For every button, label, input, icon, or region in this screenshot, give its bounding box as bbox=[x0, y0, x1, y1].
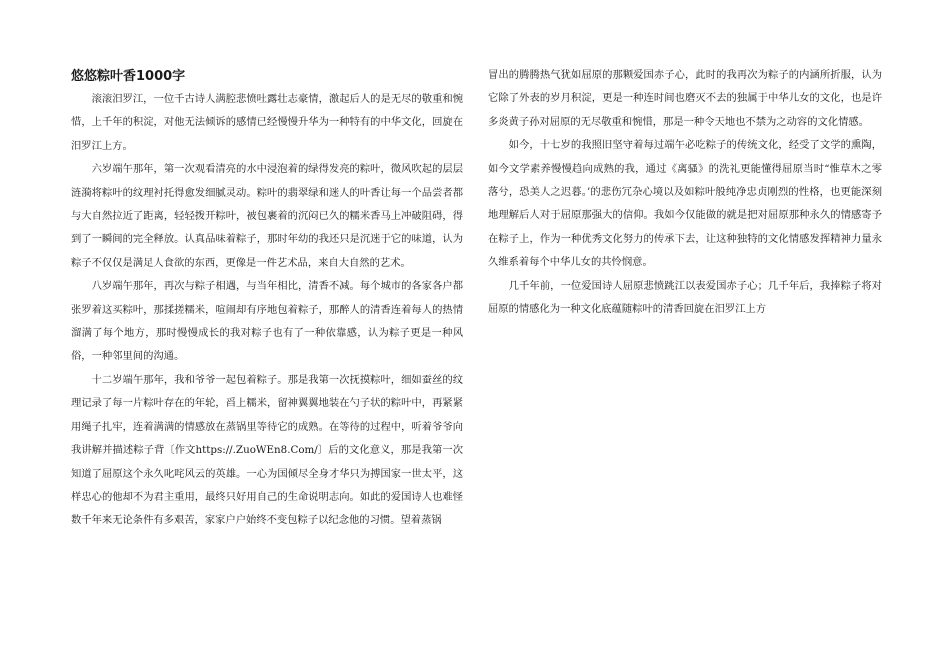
paragraph: 几千年前，一位爱国诗人屈原悲愤跳江以表爱国赤子心；几千年后，我捧粽子将对屈原的情感化为一种文化底蕴随粽叶的清香回旋在汨罗江上方 bbox=[488, 279, 882, 316]
paragraph: 如今，十七岁的我照旧坚守着每过端午必吃粽子的传统文化，经受了文学的熏陶，如今文学素养慢慢趋向成熟的我，通过《离骚》的洗礼更能懂得屈原当时“惟草木之零落兮，恐美人之迟暮。’的悲伤冗杂心境以及如粽叶般纯净忠贞刚烈的性格，也更能深刻地理解后人对于屈原那强大的信仰。我如今仅能做的就是把对屈原那种永久的情感寄予在粽子上，作为一种优秀文化努力的传承下去，让这种独特的文化情感发挥精神力量永久维系着每个中华儿女的共怜悯意。 bbox=[488, 139, 882, 269]
paragraph: 八岁端午那年，再次与粽子相遇，与当年相比，清香不减。每个城市的各家各户都张罗着这买粽叶，那揉搓糯米，喧闹却有序地包着粽子，那醉人的清香连着每人的热情溜满了每个地方，那时慢慢成长的我对粽子也有了一种依靠感，认为粽子更是一种风俗，一种邻里间的沟通。 bbox=[71, 280, 463, 363]
left-column bbox=[71, 62, 463, 533]
paragraph: 十二岁端午那年，我和爷爷一起包着粽子。那是我第一次抚摸粽叶，细如蚕丝的纹理记录了每一片粽叶存在的年轮，舀上糯米，留神翼翼地装在勺子状的粽叶中，再紧紧用绳子扎牢，连着满满的情感放在蒸锅里等待它的成熟。在等待的过程中，听着爷爷向我讲解并描述粽子背〔作文https://.ZuoWEn8.Com/〕后的文化意义，那是我第一次知道了屈原这个永久叱咤风云的英雄。一心为国倾尽全身才华只为搏国家一世太平，这样忠心的他却不为君主重用，最终只好用自己的生命说明志向。如此的爱国诗人也难怪数千年来无论条件有多艰苦，家家户户始终不变包粽子以纪念他的习惯。望着蒸锅 bbox=[71, 373, 463, 527]
paragraph-continued: 冒出的腾腾热气犹如屈原的那颗爱国赤子心，此时的我再次为粽子的内涵所折服，认为它除了外表的岁月积淀，更是一种连时间也磨灭不去的独属于中华儿女的文化，也是许多炎黄子孙对屈原的无尽敬重和惋惜，那是一种令天地也不禁为之动容的文化情感。 bbox=[488, 69, 882, 128]
right-column bbox=[488, 64, 882, 321]
paragraph: 滚滚汨罗江，一位千古诗人满腔悲愤吐露壮志豪情，激起后人的是无尽的敬重和惋惜，上千年的积淀，对他无法倾诉的感情已经慢慢升华为一种特有的中华文化，回旋在汨罗江上方。 bbox=[71, 93, 463, 152]
paragraph: 六岁端午那年，第一次观看清亮的水中浸泡着的绿得发亮的粽叶，微风吹起的层层涟漪将粽叶的纹理衬托得愈发细腻灵动。粽叶的翡翠绿和迷人的叶香让每一个品尝者都与大自然拉近了距离，轻轻拨开粽叶，被包裹着的沉闷已久的糯米香马上冲破阻碍，得到了一瞬间的完全释放。认真品味着粽子，那时年幼的我还只是沉迷于它的味道，认为粽子不仅仅是满足人食欲的东西，更像是一件艺术品，来自大自然的艺术。 bbox=[71, 163, 463, 269]
document-title: 悠悠粽叶香1000字 bbox=[71, 69, 186, 84]
